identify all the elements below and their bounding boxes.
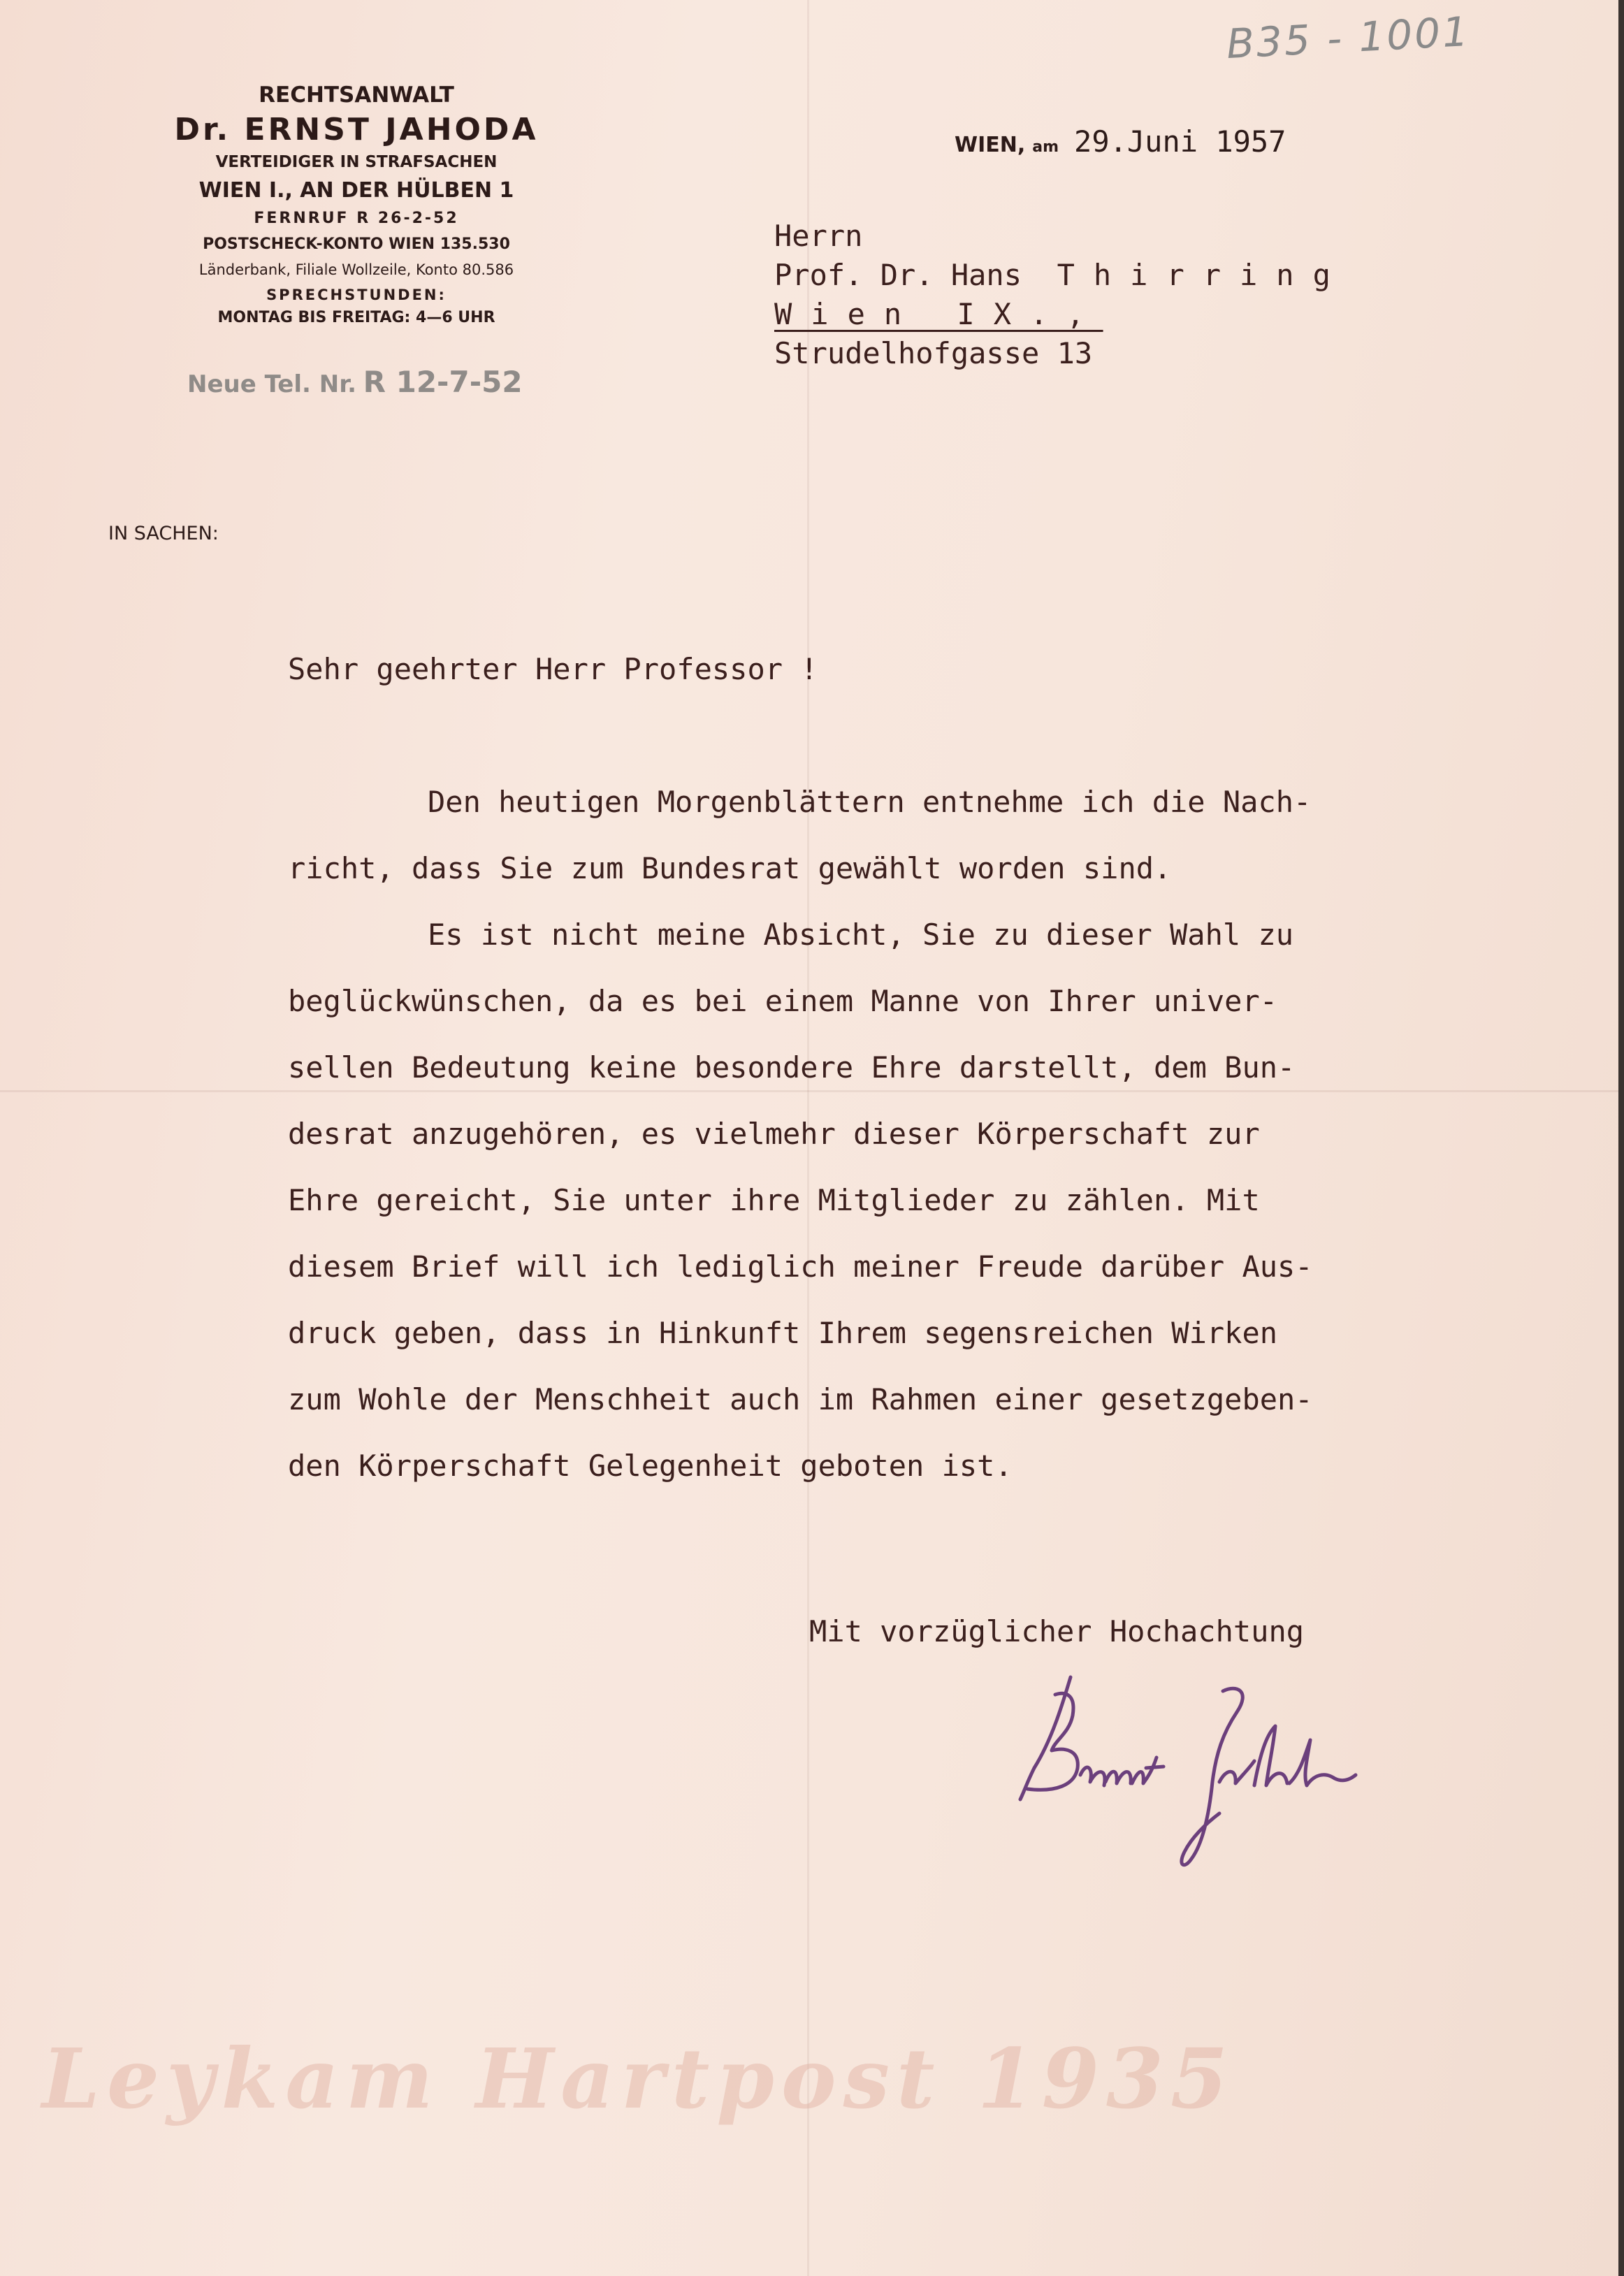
stamp-prefix: Neue Tel. Nr. — [187, 370, 357, 398]
letterhead-name: Dr. ERNST JAHODA — [174, 112, 539, 147]
body-line: diesem Brief will ich lediglich meiner Freude darüber Aus- — [288, 1249, 1313, 1284]
dateline-am: am — [1032, 138, 1059, 156]
body-line: beglückwünschen, da es bei einem Manne von Ihrer univer- — [288, 984, 1278, 1018]
body-line: Es ist nicht meine Absicht, Sie zu dieser Wahl zu — [428, 918, 1294, 952]
body-line: zum Wohle der Menschheit auch im Rahmen einer gesetzgeben- — [288, 1382, 1313, 1416]
letter-body — [288, 781, 1313, 1512]
body-line: Den heutigen Morgenblättern entnehme ich die Nach- — [428, 785, 1312, 819]
body-line: Ehre gereicht, Sie unter ihre Mitglieder zu zählen. Mit — [288, 1183, 1260, 1217]
paper-watermark: Leykam Hartpost 1935 — [42, 2030, 1235, 2127]
letterhead-profession: VERTEIDIGER IN STRAFSACHEN — [215, 153, 498, 171]
archive-reference: B35 - 1001 — [1225, 7, 1472, 68]
scan-edge — [1618, 0, 1624, 2276]
recipient-address — [774, 217, 1349, 373]
letterhead-postscheck: POSTSCHECK-KONTO WIEN 135.530 — [203, 235, 510, 253]
in-sachen-label: IN SACHEN: — [108, 523, 219, 544]
recipient-street: Strudelhofgasse 13 — [774, 336, 1093, 370]
phone-stamp — [187, 365, 523, 399]
recipient-title-name: Prof. Dr. Hans — [774, 258, 1022, 292]
body-line: den Körperschaft Gelegenheit geboten ist. — [288, 1449, 1013, 1483]
recipient-surname: Thirring — [1057, 258, 1349, 292]
handwritten-signature — [1013, 1663, 1447, 1887]
recipient-salutation: Herrn — [774, 219, 863, 253]
letterhead-hours: MONTAG BIS FREITAG: 4—6 UHR — [217, 309, 495, 326]
stamp-number: R 12-7-52 — [363, 365, 523, 399]
closing: Mit vorzüglicher Hochachtung — [809, 1614, 1305, 1648]
letterhead-phone: FERNRUF R 26-2-52 — [254, 210, 459, 227]
letterhead-address: WIEN I., AN DER HÜLBEN 1 — [198, 178, 514, 203]
dateline-city: WIEN, — [955, 133, 1026, 157]
greeting: Sehr geehrter Herr Professor ! — [288, 652, 818, 686]
dateline-date: 29.Juni 1957 — [1074, 124, 1286, 159]
body-line: druck geben, dass in Hinkunft Ihrem segensreichen Wirken — [288, 1316, 1278, 1350]
dateline — [955, 124, 1286, 159]
recipient-name-line — [774, 256, 1349, 295]
letterhead-hours-heading: SPRECHSTUNDEN: — [266, 287, 447, 303]
letterhead-title: RECHTSANWALT — [259, 82, 454, 108]
recipient-city: Wien IX., — [774, 297, 1103, 331]
letterhead — [140, 82, 573, 338]
body-line: desrat anzugehören, es vielmehr dieser Körperschaft zur — [288, 1117, 1260, 1151]
letterhead-bank: Länderbank, Filiale Wollzeile, Konto 80.586 — [198, 261, 514, 278]
body-line: sellen Bedeutung keine besondere Ehre darstellt, dem Bun- — [288, 1050, 1296, 1085]
recipient-city-line — [774, 295, 1349, 334]
body-line: richt, dass Sie zum Bundesrat gewählt worden sind. — [288, 851, 1172, 885]
